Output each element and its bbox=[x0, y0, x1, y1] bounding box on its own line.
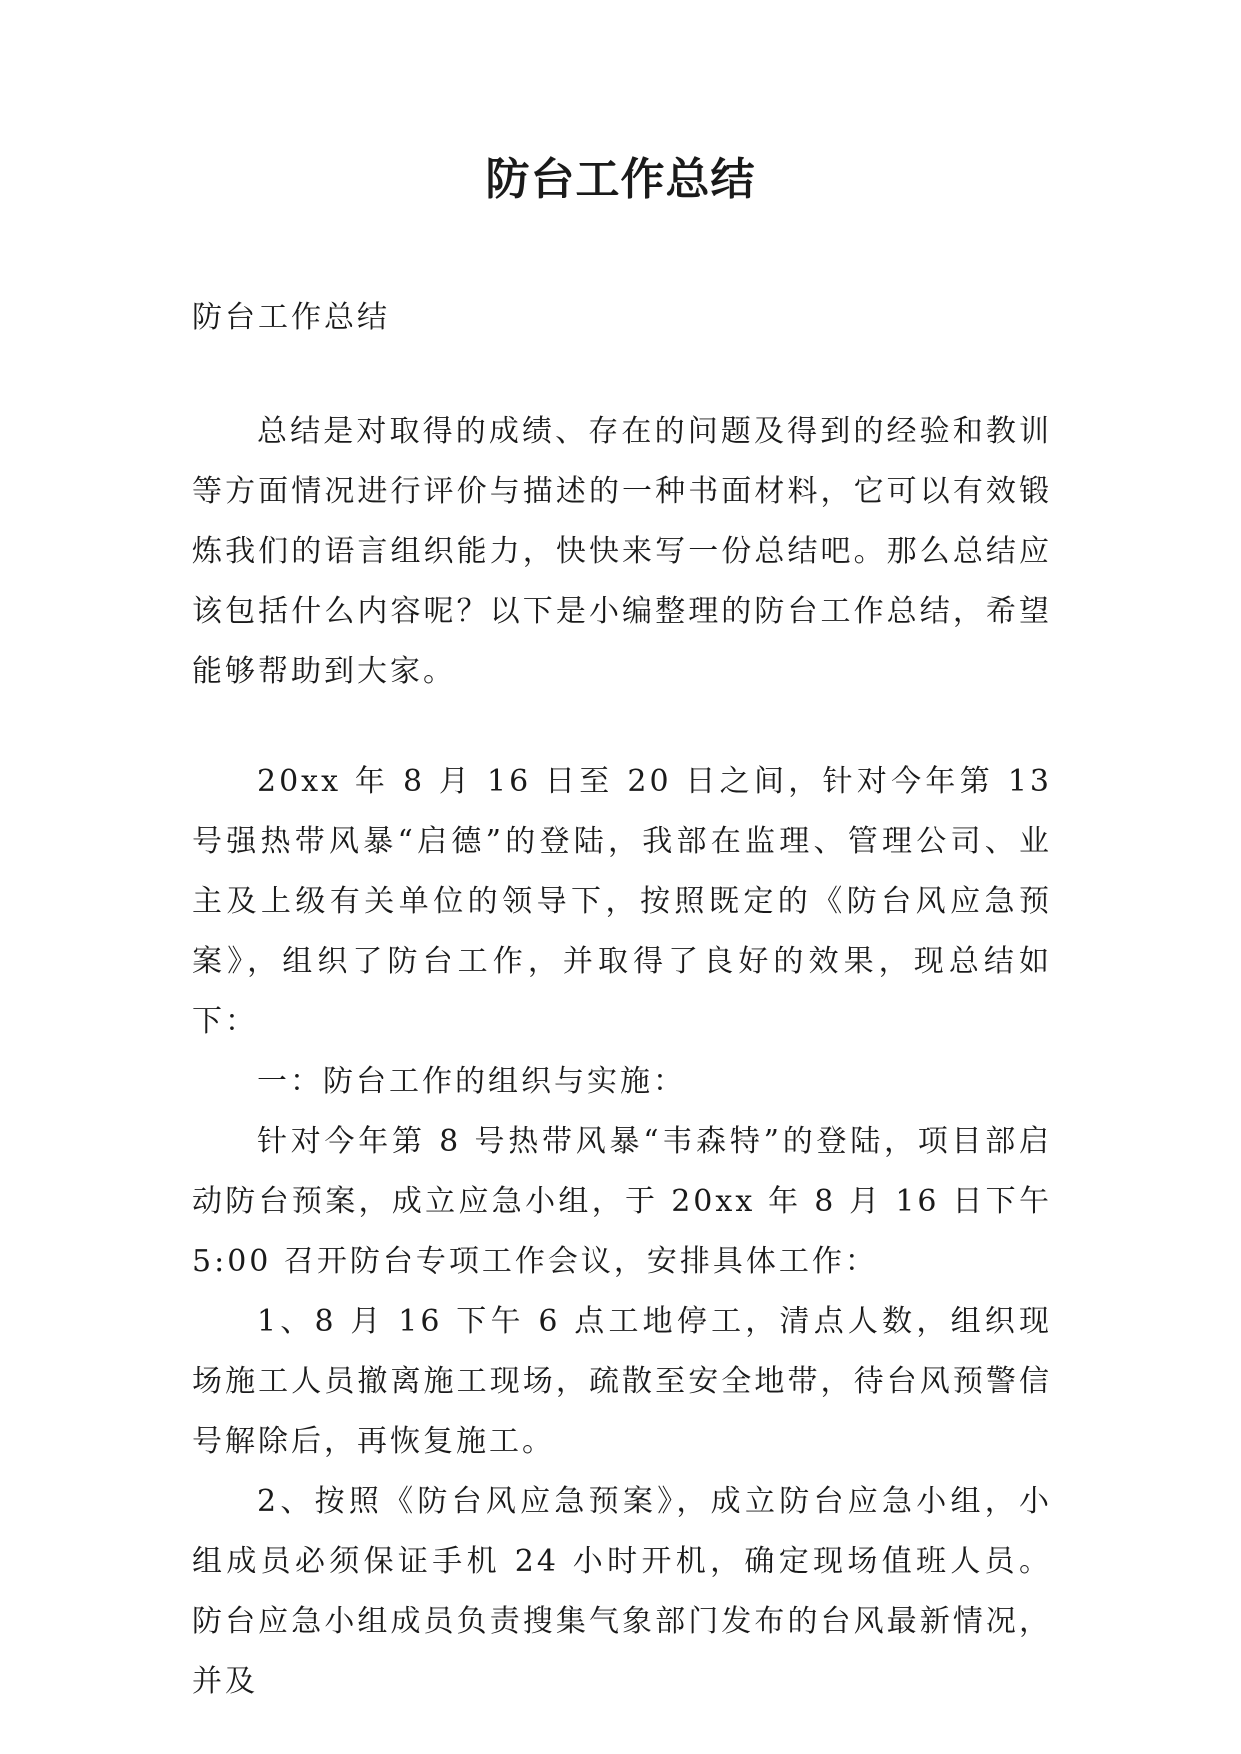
paragraph-1: 20xx 年 8 月 16 日至 20 日之间，针对今年第 13 号强热带风暴“启德”的登陆，我部在监理、管理公司、业主及上级有关单位的领导下，按照既定的《防台风应急预案》，组织了防台工作，并取得了良好的效果，现总结如下： bbox=[192, 764, 1052, 1039]
paragraph-intro: 总结是对取得的成绩、存在的问题及得到的经验和教训等方面情况进行评价与描述的一种书面材料，它可以有效锻炼我们的语言组织能力，快快来写一份总结吧。那么总结应该包括什么内容呢？以下是小编整理的防台工作总结，希望能够帮助到大家。 bbox=[192, 414, 1052, 689]
main-content bbox=[192, 752, 1052, 1712]
section-heading-1: 一：防台工作的组织与实施： bbox=[257, 1064, 686, 1099]
list-item-2: 2、按照《防台风应急预案》，成立防台应急小组，小组成员必须保证手机 24 小时开机，确定现场值班人员。防台应急小组成员负责搜集气象部门发布的台风最新情况，并及 bbox=[192, 1484, 1052, 1699]
document-title: 防台工作总结 bbox=[485, 154, 756, 205]
intro-paragraph bbox=[192, 402, 1052, 702]
paragraph-2: 针对今年第 8 号热带风暴“韦森特”的登陆，项目部启动防台预案，成立应急小组，于 20xx 年 8 月 16 日下午 5:00 召开防台专项工作会议，安排具体工作： bbox=[192, 1124, 1052, 1279]
document-subtitle: 防台工作总结 bbox=[192, 300, 390, 335]
list-item-1: 1、8 月 16 下午 6 点工地停工，清点人数，组织现场施工人员撤离施工现场，疏散至安全地带，待台风预警信号解除后，再恢复施工。 bbox=[192, 1304, 1052, 1459]
